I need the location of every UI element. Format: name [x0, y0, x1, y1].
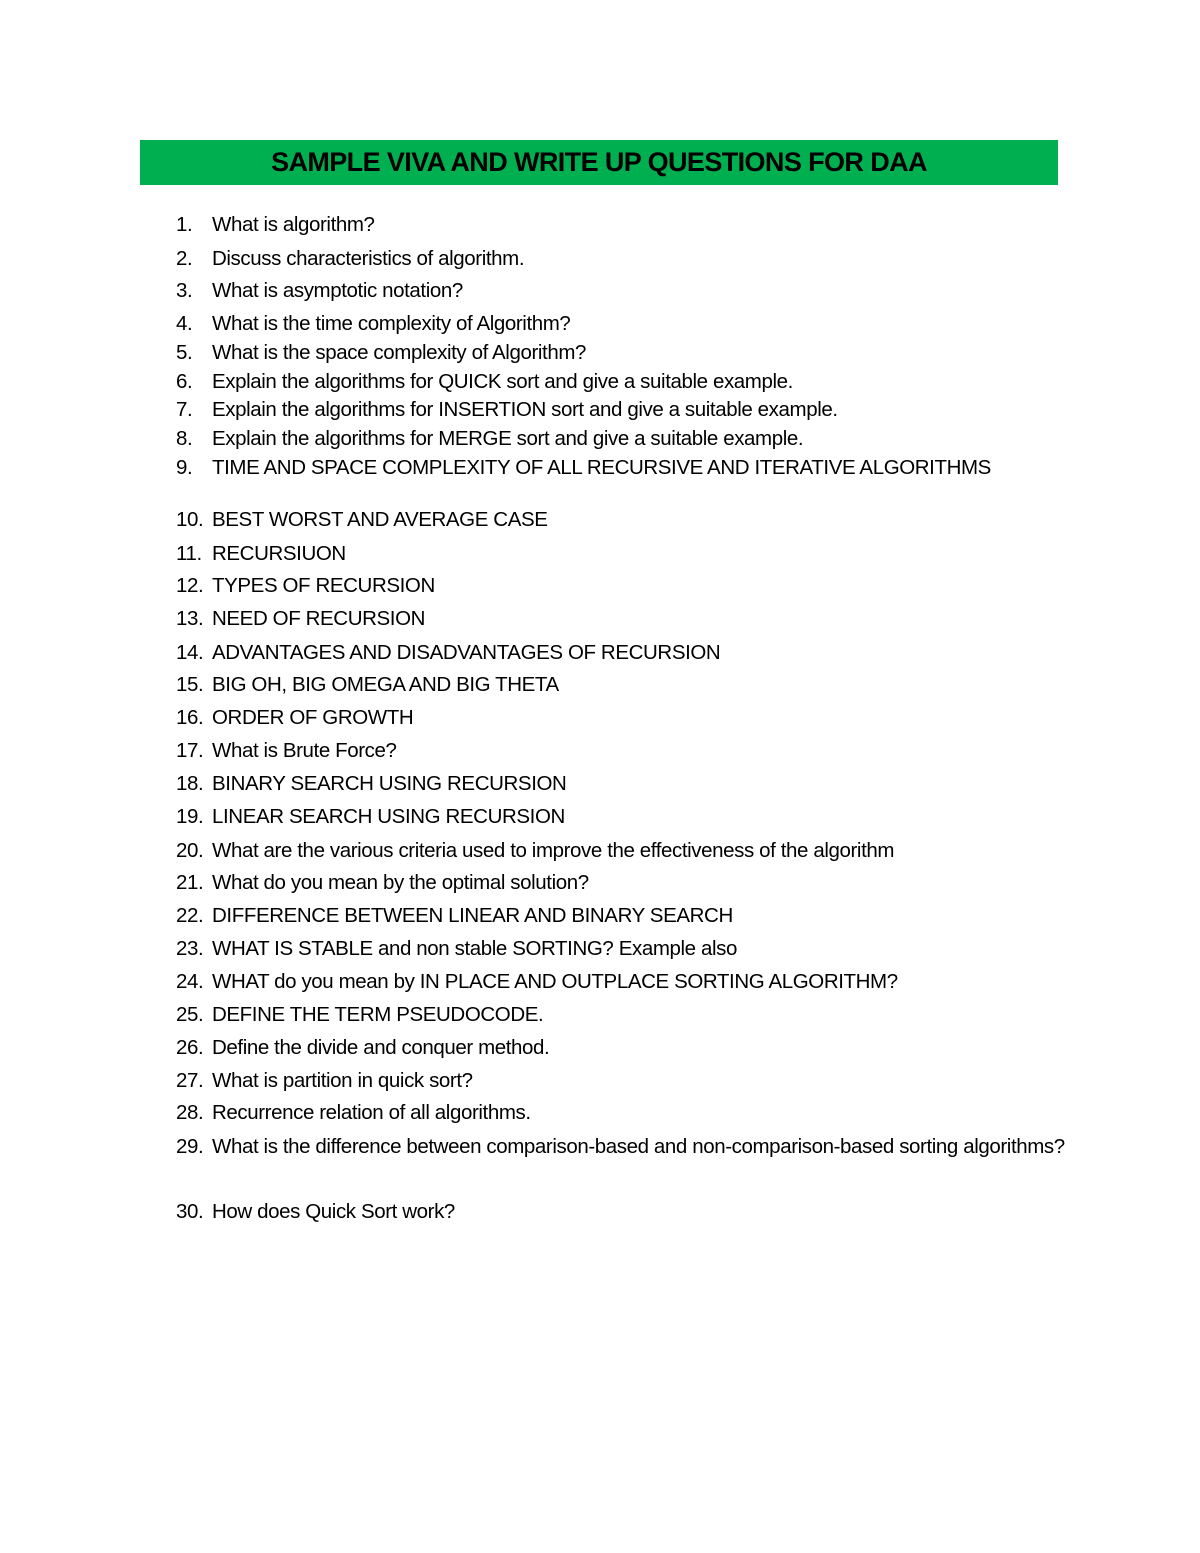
question-number: 29. [176, 1135, 204, 1158]
question-number: 3. [176, 279, 193, 302]
question-text: Explain the algorithms for INSERTION sort and give a suitable example. [212, 398, 838, 421]
question-text: Explain the algorithms for QUICK sort and give a suitable example. [212, 370, 793, 393]
question-item [176, 537, 1066, 570]
question-text: Define the divide and conquer method. [212, 1036, 550, 1059]
question-number: 27. [176, 1069, 204, 1092]
question-number: 12. [176, 574, 204, 597]
question-item [176, 834, 1066, 867]
question-text: What is Brute Force? [212, 739, 397, 762]
question-text: DIFFERENCE BETWEEN LINEAR AND BINARY SEARCH [212, 904, 733, 927]
question-item [176, 1064, 1066, 1097]
question-number: 2. [176, 247, 193, 270]
question-item [176, 208, 1066, 241]
question-item [176, 503, 1066, 536]
question-text: DEFINE THE TERM PSEUDOCODE. [212, 1003, 544, 1026]
question-number: 15. [176, 673, 204, 696]
question-text: ORDER OF GROWTH [212, 706, 414, 729]
question-number: 10. [176, 508, 204, 531]
question-number: 18. [176, 772, 204, 795]
question-text: What is the space complexity of Algorithm? [212, 341, 587, 364]
question-number: 22. [176, 904, 204, 927]
question-item [176, 668, 1066, 701]
question-item [176, 932, 1066, 965]
question-text: NEED OF RECURSION [212, 607, 426, 630]
question-item [176, 274, 1066, 307]
question-number: 11. [176, 542, 202, 565]
question-number: 14. [176, 641, 204, 664]
question-item [176, 451, 1066, 484]
question-item [176, 1031, 1066, 1064]
question-number: 19. [176, 805, 204, 828]
question-item [176, 242, 1066, 275]
question-text: ADVANTAGES AND DISADVANTAGES OF RECURSION [212, 641, 721, 664]
question-number: 21. [176, 871, 204, 894]
document-title: SAMPLE VIVA AND WRITE UP QUESTIONS FOR DAA [271, 147, 927, 177]
question-number: 20. [176, 839, 204, 862]
question-number: 7. [176, 398, 193, 421]
question-text: What is partition in quick sort? [212, 1069, 473, 1092]
question-text: BIG OH, BIG OMEGA AND BIG THETA [212, 673, 559, 696]
question-item [176, 734, 1066, 767]
question-text: Explain the algorithms for MERGE sort and give a suitable example. [212, 427, 804, 450]
question-number: 5. [176, 341, 193, 364]
question-number: 1. [176, 213, 193, 236]
question-number: 23. [176, 937, 204, 960]
question-text: Recurrence relation of all algorithms. [212, 1101, 531, 1124]
question-text: How does Quick Sort work? [212, 1200, 455, 1223]
question-number: 25. [176, 1003, 204, 1026]
question-text: What are the various criteria used to improve the effectiveness of the algorithm [212, 839, 895, 862]
question-text: WHAT do you mean by IN PLACE AND OUTPLACE SORTING ALGORITHM? [212, 970, 898, 993]
question-item [176, 1130, 1066, 1163]
question-text: TYPES OF RECURSION [212, 574, 435, 597]
question-text: What is asymptotic notation? [212, 279, 463, 302]
question-number: 30. [176, 1200, 204, 1223]
question-number: 24. [176, 970, 204, 993]
question-number: 4. [176, 312, 193, 335]
question-text: BINARY SEARCH USING RECURSION [212, 772, 567, 795]
question-item [176, 800, 1066, 833]
question-item [176, 767, 1066, 800]
question-number: 6. [176, 370, 193, 393]
question-text: WHAT IS STABLE and non stable SORTING? Example also [212, 937, 737, 960]
question-item [176, 899, 1066, 932]
question-item [176, 866, 1066, 899]
question-number: 8. [176, 427, 193, 450]
question-text: What is the time complexity of Algorithm? [212, 312, 571, 335]
question-number: 16. [176, 706, 204, 729]
question-item [176, 569, 1066, 602]
question-text: LINEAR SEARCH USING RECURSION [212, 805, 565, 828]
question-item [176, 602, 1066, 635]
question-item [176, 701, 1066, 734]
question-item [176, 636, 1066, 669]
question-item [176, 965, 1066, 998]
question-text: What do you mean by the optimal solution? [212, 871, 589, 894]
question-number: 9. [176, 456, 193, 479]
question-text: BEST WORST AND AVERAGE CASE [212, 508, 548, 531]
question-number: 13. [176, 607, 204, 630]
question-item [176, 1096, 1066, 1129]
question-text: TIME AND SPACE COMPLEXITY OF ALL RECURSIVE AND ITERATIVE ALGORITHMS [212, 456, 991, 479]
question-number: 26. [176, 1036, 204, 1059]
question-item [176, 998, 1066, 1031]
question-number: 17. [176, 739, 204, 762]
question-number: 28. [176, 1101, 204, 1124]
question-item [176, 1195, 1066, 1228]
question-text: What is the difference between comparison-based and non-comparison-based sorting algorithms? [212, 1135, 1065, 1158]
question-text: Discuss characteristics of algorithm. [212, 247, 525, 270]
question-text: What is algorithm? [212, 213, 375, 236]
question-text: RECURSIUON [212, 542, 346, 565]
